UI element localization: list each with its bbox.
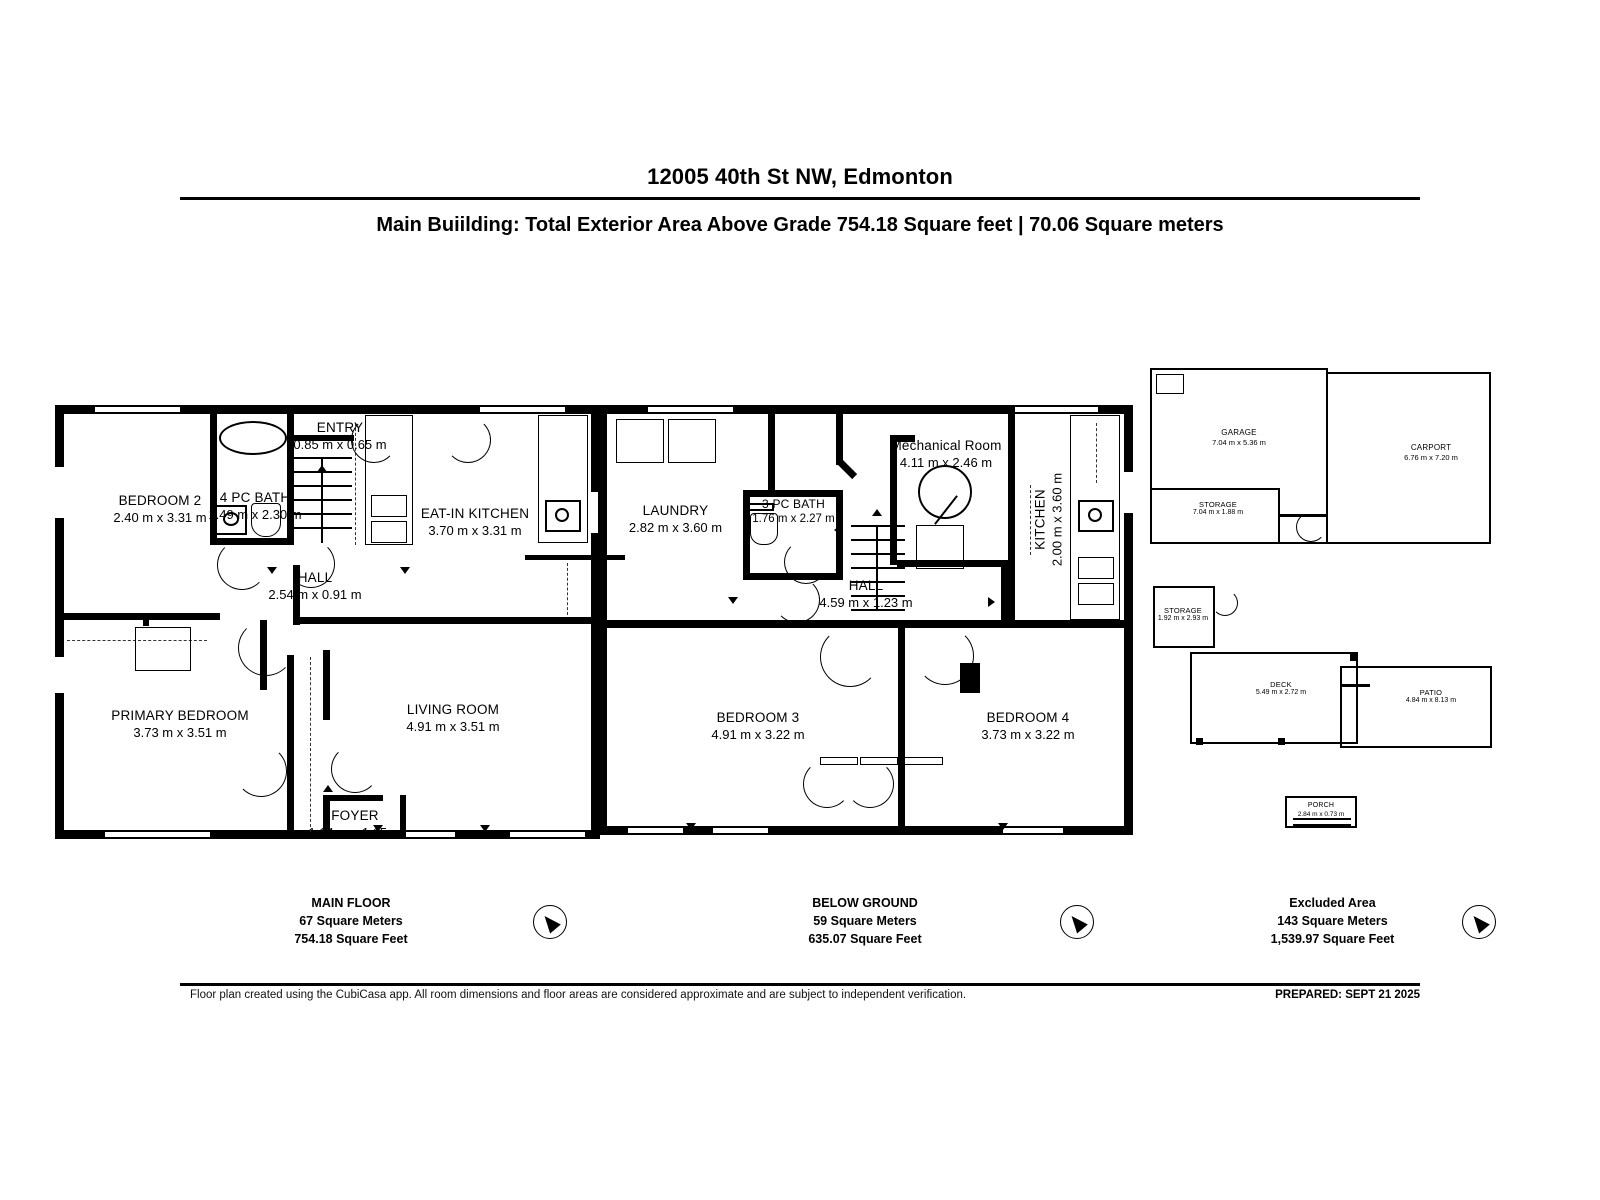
excluded-area-caption: Excluded Area 143 Square Meters 1,539.97 Square Feet bbox=[1270, 896, 1395, 947]
window bbox=[1124, 470, 1133, 515]
closet-door bbox=[820, 757, 858, 765]
interior-wall bbox=[383, 617, 591, 624]
interior-wall bbox=[55, 613, 220, 620]
interior-wall bbox=[143, 620, 149, 626]
stair-tread bbox=[294, 457, 352, 459]
view-arrow bbox=[728, 597, 738, 604]
view-arrow bbox=[988, 597, 995, 607]
room-bedroom-2: BEDROOM 2 2.40 m x 3.31 m bbox=[113, 493, 207, 525]
below-ground-plan bbox=[598, 405, 1133, 841]
garage-detail bbox=[1156, 374, 1184, 394]
footer-divider bbox=[180, 983, 1420, 986]
page-title: 12005 40th St NW, Edmonton bbox=[647, 164, 953, 189]
door-swing bbox=[445, 417, 491, 463]
room-storage-garage: STORAGE 7.04 m x 1.88 m bbox=[1192, 500, 1244, 517]
header-divider bbox=[180, 197, 1420, 200]
room-porch: PORCH 2.84 m x 0.73 m bbox=[1297, 802, 1345, 818]
room-storage-shed: STORAGE 1.92 m x 2.93 m bbox=[1157, 606, 1209, 623]
kitchen-sink-basin-icon bbox=[1088, 508, 1102, 522]
room-3pc-bath: 3 PC BATH 1.76 m x 2.27 m bbox=[752, 497, 835, 525]
room-hall: HALL 4.59 m x 1.23 m bbox=[819, 578, 913, 610]
stair-tread bbox=[851, 567, 905, 569]
door-swing bbox=[846, 760, 894, 808]
room-deck: DECK 5.49 m x 2.72 m bbox=[1255, 680, 1307, 697]
deck-post bbox=[1196, 738, 1203, 745]
deck-post bbox=[1350, 654, 1357, 661]
room-foyer: FOYER 1.14 m x 1.15 m bbox=[308, 808, 402, 840]
window bbox=[628, 826, 683, 835]
window bbox=[55, 465, 64, 520]
wall-detail bbox=[310, 657, 311, 832]
room-laundry: LAUNDRY 2.82 m x 3.60 m bbox=[628, 503, 723, 535]
window bbox=[1013, 405, 1098, 414]
door-swing bbox=[235, 745, 287, 797]
window bbox=[713, 826, 768, 835]
closet-door bbox=[860, 757, 898, 765]
interior-wall bbox=[768, 405, 775, 490]
stair-direction-arrow bbox=[872, 509, 882, 516]
window bbox=[95, 405, 180, 414]
prepared-date: PREPARED: SEPT 21 2025 bbox=[1275, 989, 1420, 1001]
view-arrow bbox=[834, 525, 841, 535]
room-living-room: LIVING ROOM 4.91 m x 3.51 m bbox=[406, 702, 500, 734]
room-garage: GARAGE 7.04 m x 5.36 m bbox=[1212, 428, 1266, 447]
upper-cabinet-outline bbox=[1096, 423, 1097, 483]
compass-icon bbox=[533, 905, 567, 939]
step-tread bbox=[1293, 824, 1351, 826]
stair-tread bbox=[851, 539, 905, 541]
interior-wall bbox=[293, 617, 383, 624]
window bbox=[105, 830, 210, 839]
water-heater-icon bbox=[916, 525, 964, 569]
patio-outline bbox=[1340, 666, 1492, 748]
view-arrow bbox=[686, 823, 696, 830]
interior-wall bbox=[1008, 620, 1133, 628]
oven-icon bbox=[1078, 557, 1114, 579]
excluded-area-plan bbox=[1150, 368, 1495, 838]
compass-icon bbox=[1462, 905, 1496, 939]
interior-wall bbox=[598, 620, 1015, 628]
door-swing bbox=[331, 745, 379, 793]
interior-wall bbox=[287, 655, 294, 839]
washer-icon bbox=[616, 419, 664, 463]
window bbox=[55, 655, 64, 695]
upper-cabinet-outline bbox=[1030, 485, 1031, 555]
deck-post bbox=[1278, 738, 1285, 745]
main-floor-plan bbox=[55, 405, 600, 845]
window bbox=[1003, 826, 1063, 835]
stair-tread bbox=[294, 527, 352, 529]
room-carport: CARPORT 6.76 m x 7.20 m bbox=[1404, 443, 1458, 462]
room-eat-in-kitchen: EAT-IN KITCHEN 3.70 m x 3.31 m bbox=[420, 506, 530, 538]
window bbox=[648, 405, 733, 414]
closet-door bbox=[903, 757, 943, 765]
compass-icon bbox=[1060, 905, 1094, 939]
interior-wall bbox=[775, 490, 843, 497]
upper-cabinet-outline bbox=[567, 563, 568, 615]
door-swing bbox=[820, 627, 880, 687]
interior-wall bbox=[1001, 560, 1008, 625]
room-4pc-bath: 4 PC BATH 1.49 m x 2.30 m bbox=[208, 490, 302, 522]
interior-wall bbox=[323, 795, 383, 801]
stair-tread bbox=[294, 485, 352, 487]
view-arrow bbox=[287, 727, 294, 737]
stair-tread bbox=[851, 553, 905, 555]
door-swing bbox=[1296, 512, 1326, 542]
door-swing bbox=[1212, 590, 1238, 616]
view-arrow bbox=[323, 785, 333, 792]
bathtub-icon bbox=[219, 421, 287, 455]
view-arrow bbox=[998, 823, 1008, 830]
room-entry: ENTRY 0.85 m x 0.65 m bbox=[293, 420, 387, 452]
stair-direction-arrow bbox=[317, 465, 327, 472]
interior-wall bbox=[836, 405, 843, 465]
interior-wall bbox=[898, 628, 905, 826]
dryer-icon bbox=[668, 419, 716, 463]
below-ground-caption: BELOW GROUND 59 Square Meters 635.07 Square Feet bbox=[808, 896, 922, 947]
page-subtitle: Main Buiilding: Total Exterior Area Above Grade 754.18 Square feet | 70.06 Square meters bbox=[376, 214, 1224, 236]
kitchen-sink-basin-icon bbox=[555, 508, 569, 522]
window bbox=[480, 405, 565, 414]
panel-marker bbox=[960, 663, 980, 693]
window bbox=[510, 830, 585, 839]
step-tread bbox=[1293, 818, 1351, 820]
view-arrow bbox=[400, 567, 410, 574]
room-bedroom-4: BEDROOM 4 3.73 m x 3.22 m bbox=[981, 710, 1075, 742]
closet-shelf bbox=[135, 627, 191, 671]
room-kitchen: KITCHEN 2.00 m x 3.60 m bbox=[1032, 472, 1065, 567]
room-bedroom-3: BEDROOM 3 4.91 m x 3.22 m bbox=[711, 710, 805, 742]
door-swing bbox=[238, 620, 294, 676]
room-mechanical: Mechanical Room 4.11 m x 2.46 m bbox=[890, 438, 1002, 470]
view-arrow bbox=[480, 825, 490, 832]
room-patio: PATIO 4.84 m x 8.13 m bbox=[1405, 688, 1457, 705]
room-primary-bedroom: PRIMARY BEDROOM 3.73 m x 3.51 m bbox=[111, 708, 249, 740]
main-floor-caption: MAIN FLOOR 67 Square Meters 754.18 Square Feet bbox=[294, 896, 408, 947]
cooktop-icon bbox=[1078, 583, 1114, 605]
disclaimer-text: Floor plan created using the CubiCasa app. All room dimensions and floor areas are considered approximate and are subject to independent verification. bbox=[190, 989, 967, 1001]
interior-wall bbox=[323, 650, 330, 720]
door-swing bbox=[803, 760, 851, 808]
room-hall: HALL 2.54 m x 0.91 m bbox=[268, 570, 362, 602]
wall-segment bbox=[1340, 684, 1370, 687]
